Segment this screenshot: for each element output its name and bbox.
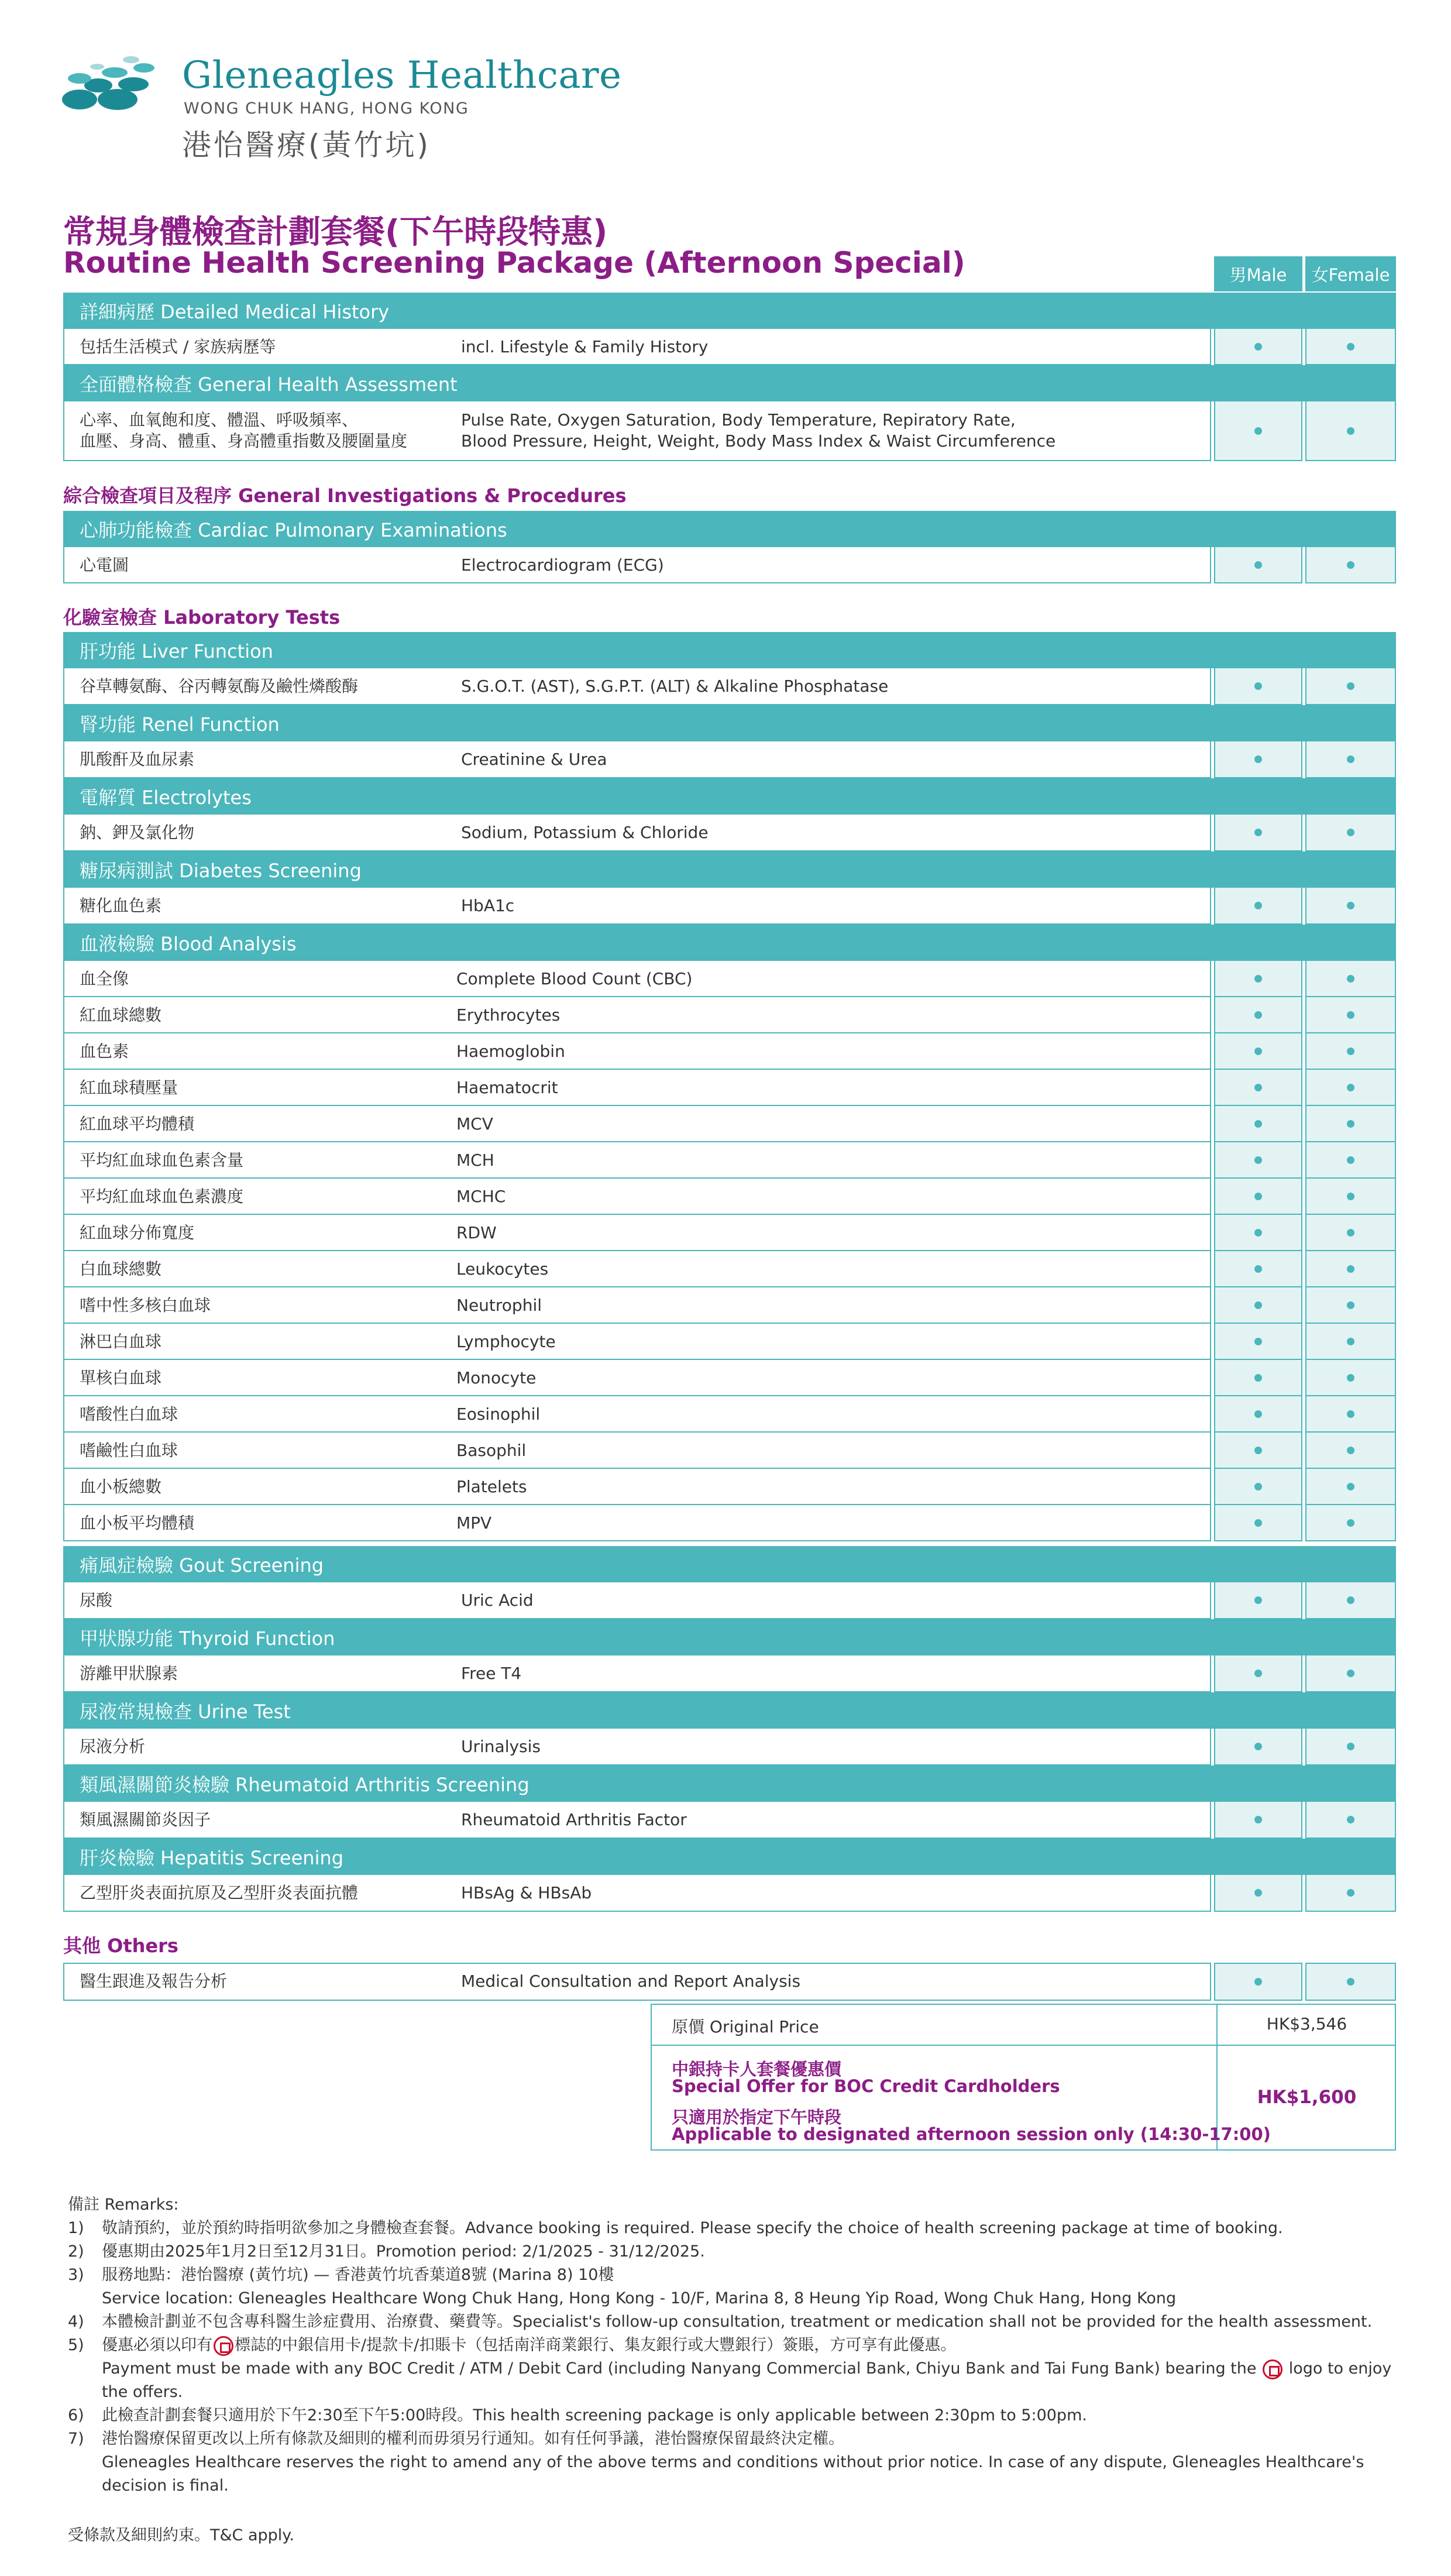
section-title-others: 其他 Others xyxy=(63,1935,178,1957)
brand-logo xyxy=(56,49,622,166)
terms-note: 受條款及細則約束。T&C apply. xyxy=(68,2526,295,2544)
table-row xyxy=(63,1396,1396,1433)
included-dot-icon xyxy=(1347,829,1354,836)
original-price-value: HK$3,546 xyxy=(1266,2014,1347,2034)
row-label-en: incl. Lifestyle & Family History xyxy=(461,337,709,356)
row-label-en: Haematocrit xyxy=(456,1078,558,1097)
row-label-zh: 心電圖 xyxy=(80,555,129,575)
included-dot-icon xyxy=(1347,1047,1354,1055)
band-thyroid: 甲狀腺功能 Thyroid Function xyxy=(63,1619,1396,1655)
row-label-zh: 紅血球平均體積 xyxy=(80,1114,195,1134)
remarks-title: 備註 Remarks: xyxy=(68,2196,179,2214)
included-dot-icon xyxy=(1254,343,1262,351)
row-label-zh: 糖化血色素 xyxy=(80,896,162,915)
row-label-en: RDW xyxy=(456,1223,497,1242)
row-label-zh: 類風濕關節炎因子 xyxy=(80,1810,211,1829)
table-row xyxy=(63,741,1396,778)
row-label-en: Leukocytes xyxy=(456,1259,549,1279)
row-label-en: Medical Consultation and Report Analysis xyxy=(461,1972,801,1991)
row-label-zh: 紅血球積壓量 xyxy=(80,1078,178,1097)
remark-item: 7) 港怡醫療保留更改以上所有條款及細則的權利而毋須另行通知。如有任何爭議，港怡醫療保留最終決定權。 Gleneagles Healthcare reserves the right to amend any of the above terms and conditions without prior notice. In case of any dispute, Gleneagles Healthcare's decision is final. xyxy=(68,2430,1364,2495)
row-label-zh: 平均紅血球血色素濃度 xyxy=(80,1187,244,1206)
row-label-zh: 鈉、鉀及氯化物 xyxy=(80,823,195,842)
row-label-en: Sodium, Potassium & Chloride xyxy=(461,823,709,842)
boc-logo-icon xyxy=(1263,2359,1282,2379)
session-label-en: Applicable to designated afternoon session only (14:30-17:00) xyxy=(672,2124,1271,2144)
row-label-en: Platelets xyxy=(456,1477,527,1496)
table-row xyxy=(63,1433,1396,1469)
band-general-assessment: 全面體格檢查 General Health Assessment xyxy=(63,365,1396,401)
table-row xyxy=(63,1251,1396,1287)
band-cardiac: 心肺功能檢查 Cardiac Pulmonary Examinations xyxy=(63,511,1396,547)
included-dot-icon xyxy=(1254,1338,1262,1345)
row-label-en: Basophil xyxy=(456,1441,527,1460)
included-dot-icon xyxy=(1254,1447,1262,1454)
included-dot-icon xyxy=(1254,561,1262,569)
included-dot-icon xyxy=(1347,1978,1354,1986)
table-row xyxy=(63,815,1396,851)
included-dot-icon xyxy=(1347,1338,1354,1345)
band-hepatitis: 肝炎檢驗 Hepatitis Screening xyxy=(63,1839,1396,1875)
remark-item: 4) 本體檢計劃並不包含專科醫生診症費用、治療費、藥費等。Specialist's follow-up consultation, treatment or medication shall not be provided for the health assessment. xyxy=(68,2313,1373,2331)
table-row xyxy=(63,1729,1396,1766)
band-gout: 痛風症檢驗 Gout Screening xyxy=(63,1546,1396,1582)
included-dot-icon xyxy=(1347,1265,1354,1273)
included-dot-icon xyxy=(1254,1670,1262,1677)
table-row xyxy=(63,1287,1396,1324)
included-dot-icon xyxy=(1254,682,1262,690)
remark-item: 1) 敬請預約，並於預約時指明欲參加之身體檢查套餐。Advance booking is required. Please specify the choice of health screening package at time of booking. xyxy=(68,2219,1283,2237)
included-dot-icon xyxy=(1347,1596,1354,1604)
included-dot-icon xyxy=(1347,1301,1354,1309)
included-dot-icon xyxy=(1347,1743,1354,1750)
row-label-en: Monocyte xyxy=(456,1368,537,1387)
included-dot-icon xyxy=(1347,1670,1354,1677)
row-label-zh: 紅血球分佈寬度 xyxy=(80,1223,195,1242)
included-dot-icon xyxy=(1254,1011,1262,1019)
band-urine: 尿液常規檢查 Urine Test xyxy=(63,1692,1396,1729)
row-label-zh: 谷草轉氨酶、谷丙轉氨酶及鹼性燐酸酶 xyxy=(80,676,359,696)
row-label-en: Electrocardiogram (ECG) xyxy=(461,555,664,575)
row-label-en: HBsAg & HBsAb xyxy=(461,1883,592,1902)
table-row xyxy=(63,1142,1396,1179)
row-label-en: Free T4 xyxy=(461,1664,522,1683)
included-dot-icon xyxy=(1254,427,1262,435)
row-label-en: MCHC xyxy=(456,1187,506,1206)
offer-label-zh: 中銀持卡人套餐優惠價 xyxy=(672,2059,842,2079)
session-label-zh: 只適用於指定下午時段 xyxy=(672,2107,842,2127)
band-diabetes: 糖尿病測試 Diabetes Screening xyxy=(63,851,1396,888)
table-row xyxy=(63,329,1396,365)
included-dot-icon xyxy=(1347,1156,1354,1164)
page-title-zh: 常規身體檢查計劃套餐(下午時段特惠) xyxy=(63,213,608,250)
table-row xyxy=(63,1802,1396,1839)
row-label-zh: 血色素 xyxy=(80,1042,129,1061)
row-label-zh: 平均紅血球血色素含量 xyxy=(80,1150,244,1170)
row-label-zh: 嗜酸性白血球 xyxy=(80,1404,178,1424)
offer-label-en: Special Offer for BOC Credit Cardholders xyxy=(672,2076,1060,2096)
remark-item: 3) 服務地點：港怡醫療 (黃竹坑) — 香港黃竹坑香葉道8號 (Marina 8) 10樓 Service location: Gleneagles Healthcare Wong Chuk Hang, Hong Kong - 10/F, Marina 8, 8 Heung Yip Road, Wong Chuk Hang, Hong Kong xyxy=(68,2266,1177,2307)
remark-item: 5) 優惠必須以印有 標誌的中銀信用卡/提款卡/扣賬卡（包括南洋商業銀行、集友銀行或大豐銀行）簽賬，方可享有此優惠。 Payment must be made with any BOC Credit / ATM / Debit Card (including Nanyang Commercial Bank, Chiyu Bank and Tai Fung Bank) bearing the logo to enjoy the offers. xyxy=(68,2336,1392,2401)
band-blood-analysis: 血液檢驗 Blood Analysis xyxy=(63,925,1396,961)
column-header-male: 男Male xyxy=(1214,256,1302,291)
page-title-en: Routine Health Screening Package (Afternoon Special) xyxy=(63,246,965,280)
table-row xyxy=(63,668,1396,705)
row-label-en: Complete Blood Count (CBC) xyxy=(456,969,693,988)
row-label-en: Blood Pressure, Height, Weight, Body Mass Index & Waist Circumference xyxy=(461,431,1056,451)
row-label-zh: 白血球總數 xyxy=(80,1259,162,1279)
included-dot-icon xyxy=(1347,682,1354,690)
brand-name-zh: 港怡醫療(黃竹坑) xyxy=(182,128,431,162)
included-dot-icon xyxy=(1347,902,1354,909)
included-dot-icon xyxy=(1254,1483,1262,1490)
included-dot-icon xyxy=(1347,1120,1354,1128)
row-label-en: MCV xyxy=(456,1114,493,1134)
table-row xyxy=(63,888,1396,925)
row-label-zh: 心率、血氧飽和度、體溫、呼吸頻率、 xyxy=(80,410,359,430)
section-title-general-investigations: 綜合檢查項目及程序 General Investigations & Procedures xyxy=(63,485,627,507)
included-dot-icon xyxy=(1347,1447,1354,1454)
table-row xyxy=(63,1070,1396,1106)
row-label-zh: 血壓、身高、體重、身高體重指數及腰圍量度 xyxy=(80,431,408,451)
row-label-en: Uric Acid xyxy=(461,1591,534,1610)
row-label-en: HbA1c xyxy=(461,896,515,915)
included-dot-icon xyxy=(1254,1301,1262,1309)
table-row xyxy=(63,1179,1396,1215)
table-row xyxy=(63,1655,1396,1692)
included-dot-icon xyxy=(1254,1410,1262,1418)
table-row xyxy=(63,1033,1396,1070)
row-label-en: S.G.O.T. (AST), S.G.P.T. (ALT) & Alkaline Phosphatase xyxy=(461,676,889,696)
included-dot-icon xyxy=(1347,1410,1354,1418)
included-dot-icon xyxy=(1254,1120,1262,1128)
included-dot-icon xyxy=(1347,755,1354,763)
included-dot-icon xyxy=(1347,1374,1354,1382)
included-dot-icon xyxy=(1254,1889,1262,1897)
row-label-zh: 血小板總數 xyxy=(80,1477,162,1496)
table-row xyxy=(63,1582,1396,1619)
remarks xyxy=(68,2193,1396,2498)
included-dot-icon xyxy=(1254,902,1262,909)
band-rheumatoid: 類風濕關節炎檢驗 Rheumatoid Arthritis Screening xyxy=(63,1766,1396,1802)
row-label-zh: 尿酸 xyxy=(80,1591,113,1610)
included-dot-icon xyxy=(1254,1084,1262,1091)
row-label-en: Eosinophil xyxy=(456,1404,541,1424)
included-dot-icon xyxy=(1254,1816,1262,1823)
included-dot-icon xyxy=(1254,829,1262,836)
row-label-zh: 血小板平均體積 xyxy=(80,1513,195,1533)
offer-price-value: HK$1,600 xyxy=(1257,2087,1357,2108)
row-label-zh: 紅血球總數 xyxy=(80,1005,162,1025)
table-row xyxy=(63,1469,1396,1505)
table-row xyxy=(63,1324,1396,1360)
boc-logo-icon xyxy=(214,2336,233,2356)
included-dot-icon xyxy=(1347,1084,1354,1091)
band-renal: 腎功能 Renel Function xyxy=(63,705,1396,741)
table-row xyxy=(63,1963,1396,2001)
included-dot-icon xyxy=(1347,343,1354,351)
included-dot-icon xyxy=(1254,1978,1262,1986)
table-row xyxy=(63,547,1396,583)
row-label-zh: 嗜中性多核白血球 xyxy=(80,1296,211,1315)
row-label-zh: 肌酸酐及血尿素 xyxy=(80,750,195,769)
band-electrolytes: 電解質 Electrolytes xyxy=(63,778,1396,815)
included-dot-icon xyxy=(1254,1265,1262,1273)
band-liver: 肝功能 Liver Function xyxy=(63,632,1396,668)
row-label-en: Neutrophil xyxy=(456,1296,542,1315)
brand-location: WONG CHUK HANG, HONG KONG xyxy=(184,99,469,118)
row-label-zh: 血全像 xyxy=(80,969,129,988)
included-dot-icon xyxy=(1347,427,1354,435)
row-label-zh: 乙型肝炎表面抗原及乙型肝炎表面抗體 xyxy=(80,1883,359,1902)
row-label-en: Urinalysis xyxy=(461,1737,541,1756)
row-label-zh: 嗜鹼性白血球 xyxy=(80,1441,178,1460)
remark-item: 6) 此檢查計劃套餐只適用於下午2:30至下午5:00時段。This health screening package is only applicable between 2:30pm to 5:00pm. xyxy=(68,2406,1087,2424)
column-header-female: 女Female xyxy=(1305,256,1396,291)
brand-name: Gleneagles Healthcare xyxy=(182,54,622,97)
included-dot-icon xyxy=(1347,1483,1354,1490)
included-dot-icon xyxy=(1347,1519,1354,1527)
included-dot-icon xyxy=(1254,975,1262,983)
row-label-zh: 單核白血球 xyxy=(80,1368,162,1387)
included-dot-icon xyxy=(1254,1374,1262,1382)
included-dot-icon xyxy=(1254,1743,1262,1750)
included-dot-icon xyxy=(1347,561,1354,569)
row-label-en: Haemoglobin xyxy=(456,1042,565,1061)
included-dot-icon xyxy=(1254,1596,1262,1604)
gleneagles-logo-icon xyxy=(56,55,167,119)
table-row xyxy=(63,401,1396,461)
table-row xyxy=(63,1505,1396,1541)
included-dot-icon xyxy=(1254,1047,1262,1055)
table-row xyxy=(63,961,1396,997)
section-title-laboratory: 化驗室檢查 Laboratory Tests xyxy=(63,606,341,628)
row-label-en: Erythrocytes xyxy=(456,1005,561,1025)
table-row xyxy=(63,1106,1396,1142)
included-dot-icon xyxy=(1347,1889,1354,1897)
row-label-zh: 醫生跟進及報告分析 xyxy=(80,1972,228,1991)
included-dot-icon xyxy=(1254,1193,1262,1200)
row-label-zh: 淋巴白血球 xyxy=(80,1332,162,1351)
included-dot-icon xyxy=(1347,1193,1354,1200)
row-label-zh: 包括生活模式 / 家族病歷等 xyxy=(80,337,276,356)
price-box xyxy=(651,2004,1396,2151)
row-label-zh: 游離甲狀腺素 xyxy=(80,1664,178,1683)
included-dot-icon xyxy=(1347,975,1354,983)
included-dot-icon xyxy=(1347,1011,1354,1019)
remark-item: 2) 優惠期由2025年1月2日至12月31日。Promotion period: 2/1/2025 - 31/12/2025. xyxy=(68,2242,705,2261)
included-dot-icon xyxy=(1254,755,1262,763)
band-medical-history: 詳細病歷 Detailed Medical History xyxy=(63,293,1396,329)
included-dot-icon xyxy=(1254,1229,1262,1237)
included-dot-icon xyxy=(1254,1156,1262,1164)
included-dot-icon xyxy=(1347,1229,1354,1237)
row-label-en: Lymphocyte xyxy=(456,1332,556,1351)
table-row xyxy=(63,1875,1396,1912)
included-dot-icon xyxy=(1254,1519,1262,1527)
row-label-en: Creatinine & Urea xyxy=(461,750,607,769)
row-label-en: Pulse Rate, Oxygen Saturation, Body Temperature, Repiratory Rate, xyxy=(461,410,1016,430)
row-label-zh: 尿液分析 xyxy=(80,1737,146,1756)
row-label-en: Rheumatoid Arthritis Factor xyxy=(461,1810,687,1829)
original-price-label: 原價 Original Price xyxy=(672,2017,819,2036)
table-row xyxy=(63,997,1396,1033)
table-row xyxy=(63,1360,1396,1396)
row-label-en: MCH xyxy=(456,1150,494,1170)
table-row xyxy=(63,1215,1396,1251)
included-dot-icon xyxy=(1347,1816,1354,1823)
row-label-en: MPV xyxy=(456,1513,492,1533)
